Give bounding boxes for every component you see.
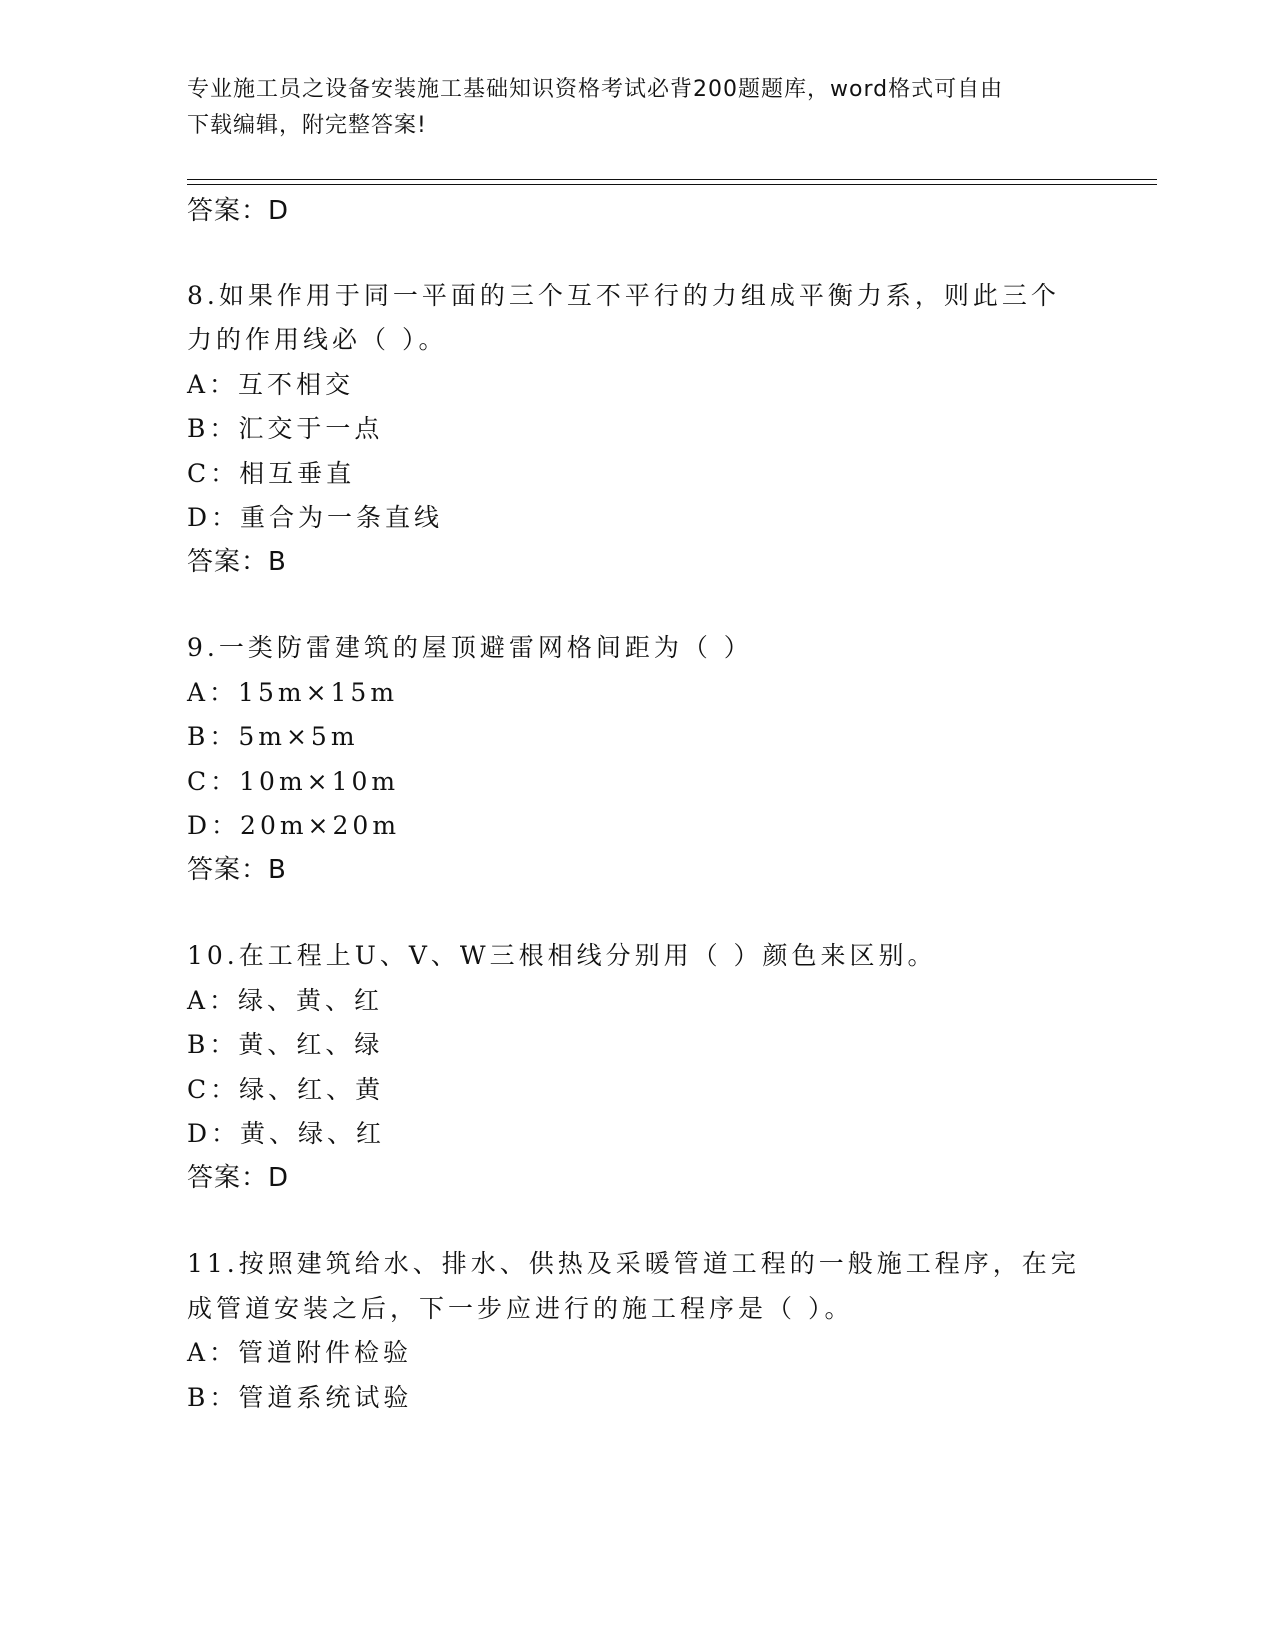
question-8-stem-line-1: 8.如果作用于同一平面的三个互不平行的力组成平衡力系，则此三个	[187, 281, 1060, 310]
question-10-option-b: B：黄、红、绿	[187, 1030, 384, 1059]
question-11-stem-line-1: 11.按照建筑给水、排水、供热及采暖管道工程的一般施工程序，在完	[187, 1249, 1080, 1278]
question-8-stem-line-2: 力的作用线必（ ）。	[187, 325, 448, 354]
question-8-option-b: B：汇交于一点	[187, 414, 384, 443]
question-8-option-d: D：重合为一条直线	[187, 503, 444, 532]
question-11-option-a: A：管道附件检验	[187, 1338, 413, 1367]
question-11-option-b: B：管道系统试验	[187, 1383, 413, 1412]
question-9-option-a: A：15m×15m	[187, 678, 399, 707]
document-header	[187, 72, 1067, 144]
question-8-option-a: A：互不相交	[187, 370, 355, 399]
question-9-stem-line-1: 9.一类防雷建筑的屋顶避雷网格间距为（ ）	[187, 633, 753, 662]
header-divider-top	[187, 179, 1157, 180]
question-8-answer: 答案：B	[187, 547, 287, 577]
previous-answer: 答案：D	[187, 196, 290, 226]
question-10-option-d: D：黄、绿、红	[187, 1119, 386, 1148]
question-9-answer: 答案：B	[187, 855, 287, 885]
question-11-stem-line-2: 成管道安装之后，下一步应进行的施工程序是（ ）。	[187, 1294, 854, 1323]
header-line-2: 下载编辑，附完整答案!	[187, 113, 427, 138]
header-divider-bottom	[187, 184, 1157, 185]
question-10-stem-line-1: 10.在工程上U、V、W三根相线分别用（ ）颜色来区别。	[187, 941, 937, 970]
question-9-option-d: D：20m×20m	[187, 811, 401, 840]
question-10-option-a: A：绿、黄、红	[187, 986, 384, 1015]
question-9-option-b: B：5m×5m	[187, 722, 359, 751]
question-10-answer: 答案：D	[187, 1163, 290, 1193]
question-8-option-c: C：相互垂直	[187, 459, 356, 488]
question-10-option-c: C：绿、红、黄	[187, 1075, 385, 1104]
question-9-option-c: C：10m×10m	[187, 767, 400, 796]
header-line-1: 专业施工员之设备安装施工基础知识资格考试必背200题题库，word格式可自由	[187, 77, 1004, 102]
